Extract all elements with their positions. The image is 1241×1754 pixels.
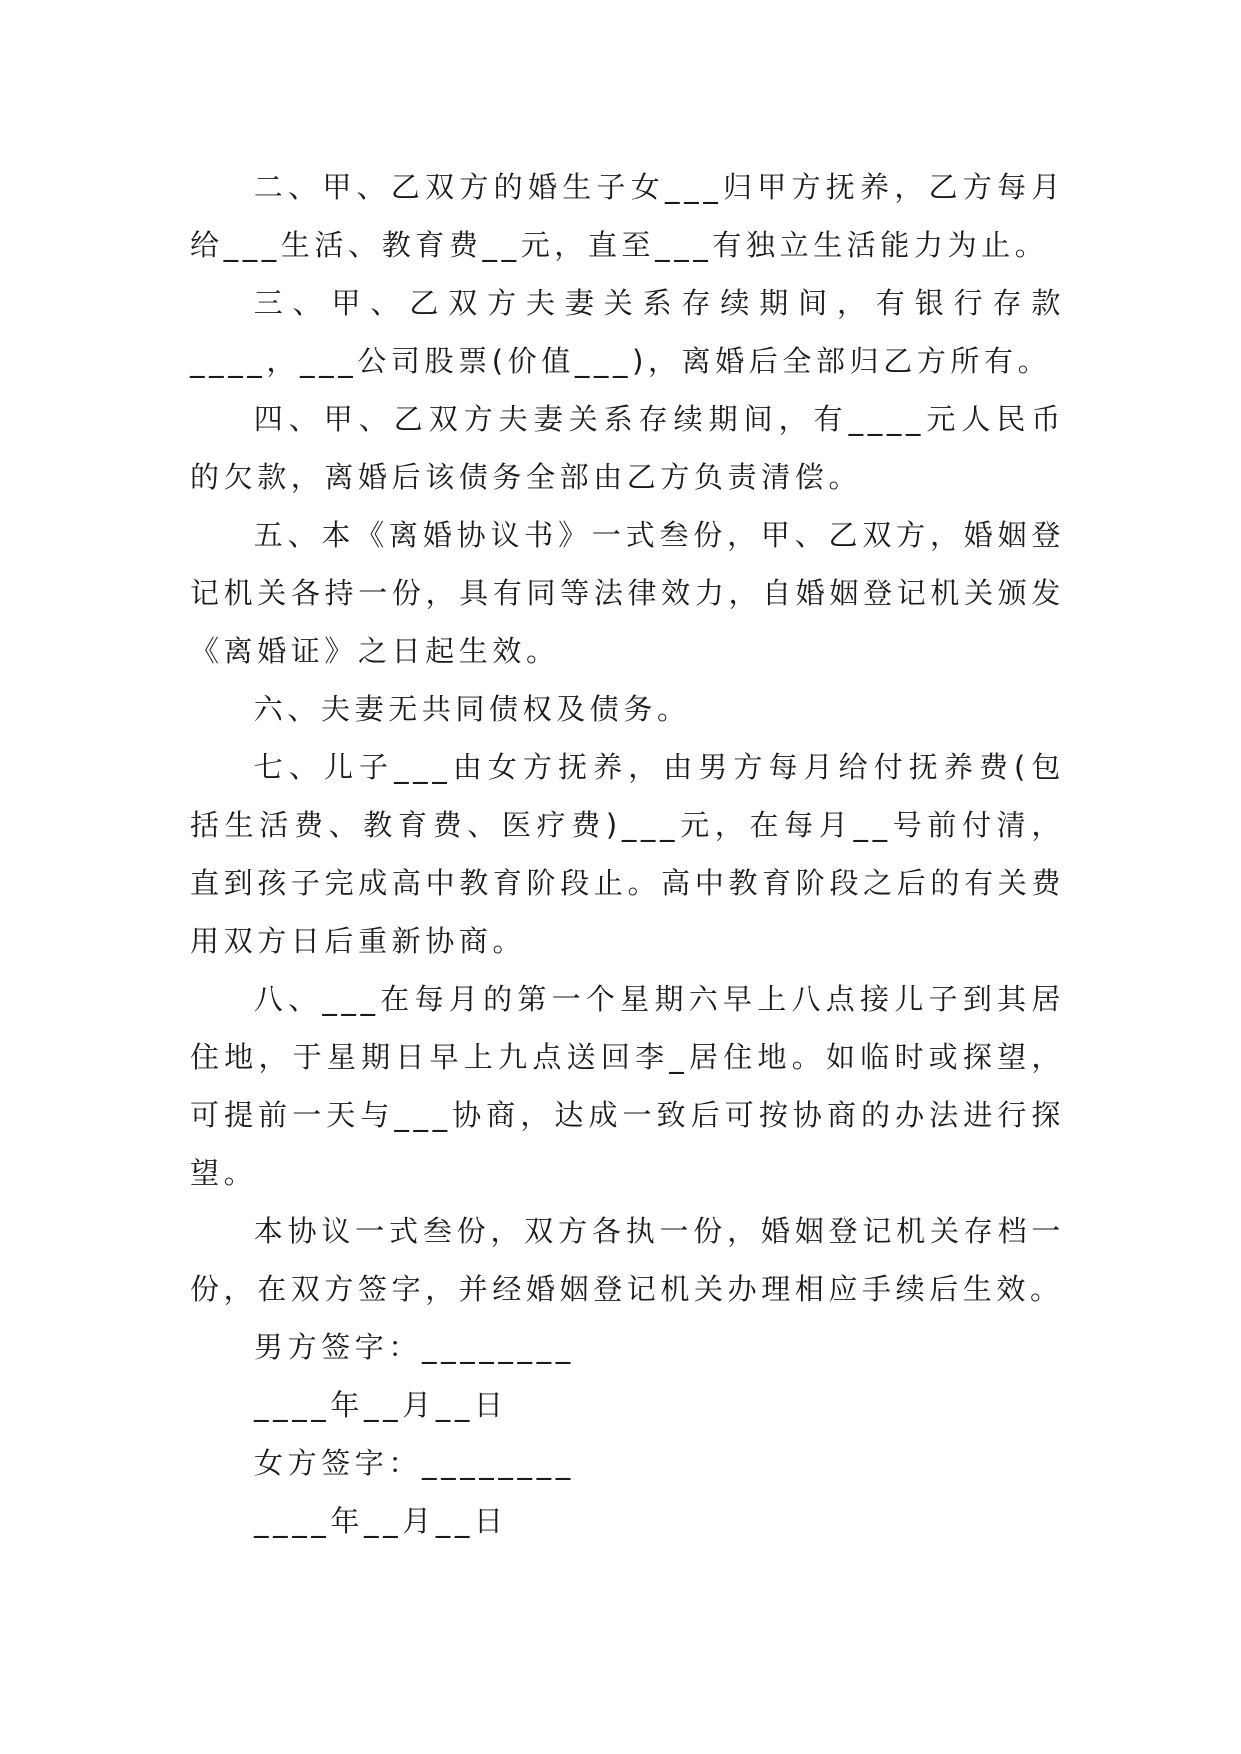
clause-3: 三、甲、乙双方夫妻关系存续期间，有银行存款____，___公司股票(价值___)，离婚后全部归乙方所有。 (190, 286, 1065, 378)
clause-7: 七、儿子___由女方抚养，由男方每月给付抚养费(包括生活费、教育费、医疗费)___元，在每月__号前付清，直到孩子完成高中教育阶段止。高中教育阶段之后的有关费用双方日后重新协商。 (190, 750, 1065, 958)
male-signature-line: 男方签字：________ (254, 1330, 575, 1364)
clause-8: 八、___在每月的第一个星期六早上八点接儿子到其居住地，于星期日早上九点送回李_居住地。如临时或探望，可提前一天与___协商，达成一致后可按协商的办法进行探望。 (190, 982, 1065, 1190)
clause-6: 六、夫妻无共同债权及债务。 (253, 692, 691, 726)
clause-5: 五、本《离婚协议书》一式叁份，甲、乙双方，婚姻登记机关各持一份，具有同等法律效力，自婚姻登记机关颁发《离婚证》之日起生效。 (190, 518, 1065, 668)
clause-4: 四、甲、乙双方夫妻关系存续期间，有____元人民币的欠款，离婚后该债务全部由乙方负责清偿。 (190, 402, 1065, 494)
female-signature-date: ____年__月__日 (254, 1504, 508, 1538)
female-signature-line: 女方签字：________ (254, 1446, 575, 1480)
closing-statement: 本协议一式叁份，双方各执一份，婚姻登记机关存档一份，在双方签字，并经婚姻登记机关办理相应手续后生效。 (190, 1214, 1065, 1306)
male-signature-date: ____年__月__日 (254, 1388, 508, 1422)
agreement-document (190, 158, 1065, 1550)
clause-2: 二、甲、乙双方的婚生子女___归甲方抚养，乙方每月给___生活、教育费__元，直至___有独立生活能力为止。 (190, 170, 1065, 262)
